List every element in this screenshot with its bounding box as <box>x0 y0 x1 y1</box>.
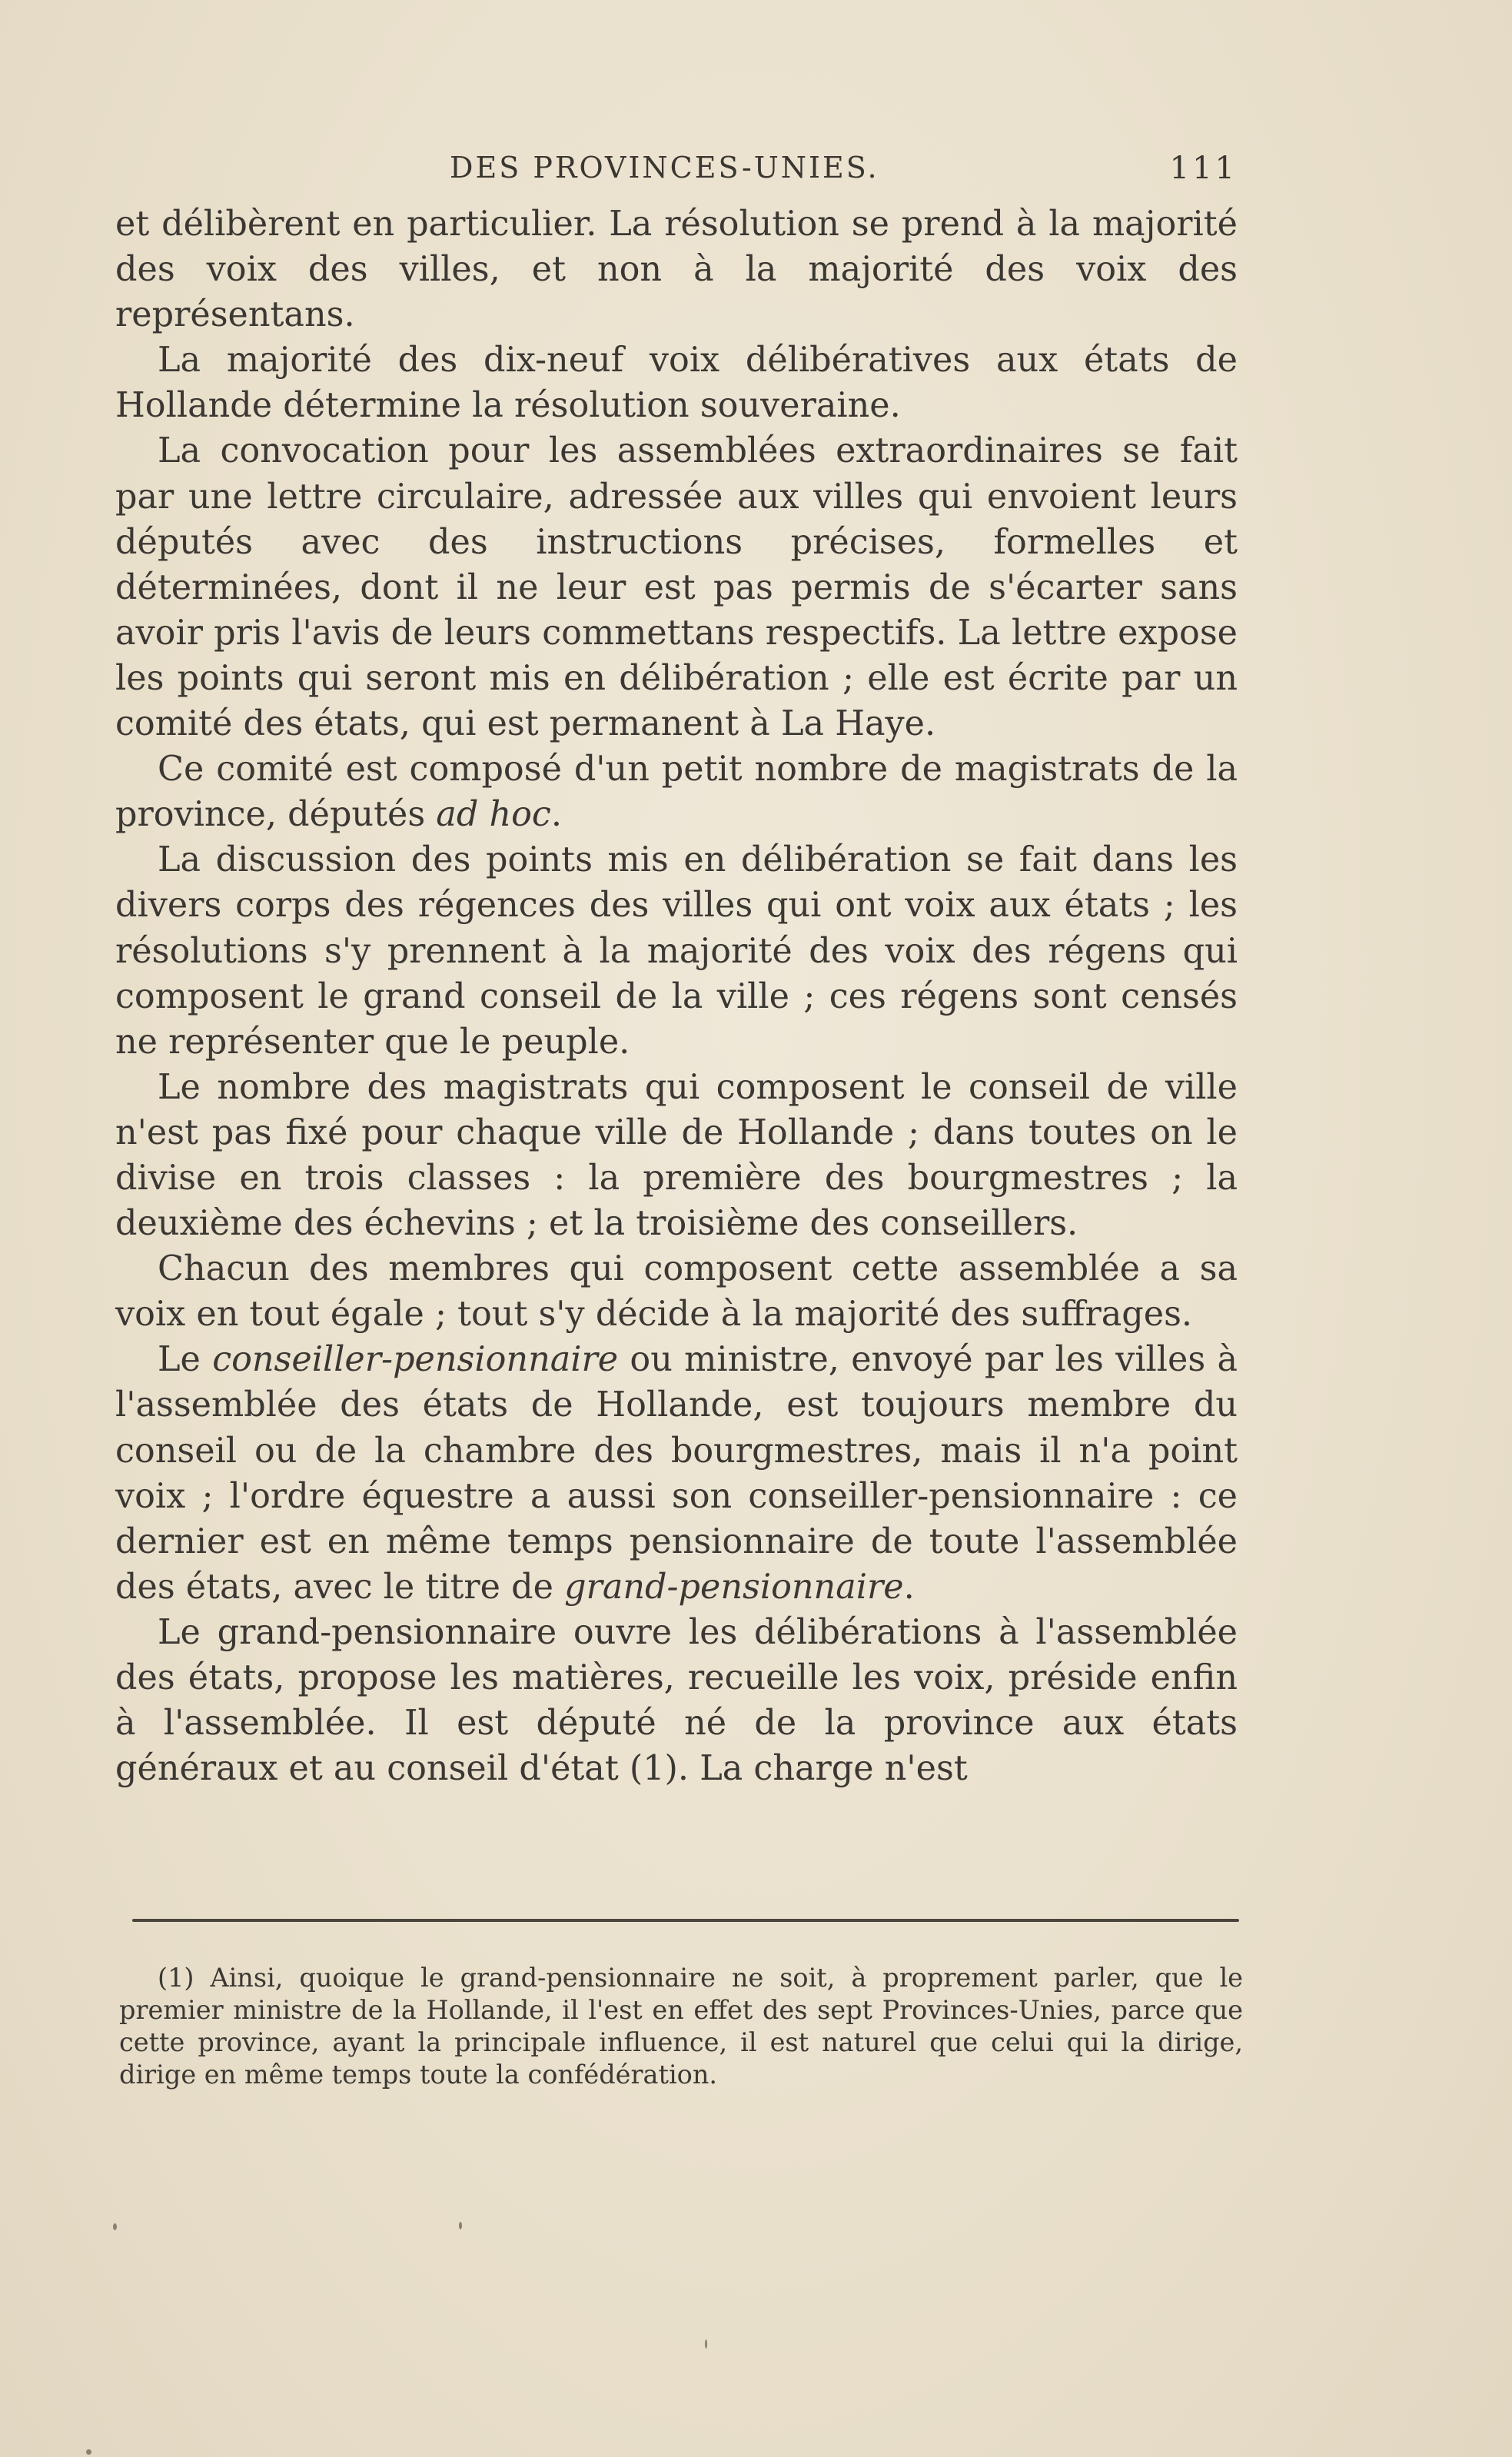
paragraph: Le conseiller-pensionnaire ou ministre, envoyé par les villes à l'assemblée des états de Hollande, est toujours membre du conseil ou de la chambre des bourgmestres, mais il n'a point voix ; l'ordre équestre a aussi son conseiller-pensionnaire : ce dernier est en même temps pensionnaire de toute l'assemblée des états, avec le titre de grand-pensionnaire. <box>115 1340 1238 1607</box>
paragraph: Le nombre des magistrats qui composent le conseil de ville n'est pas fixé pour chaque ville de Hollande ; dans toutes on le divise en trois classes : la première des bourgmestres ; la deuxième des échevins ; et la troisième des conseillers. <box>115 1067 1238 1244</box>
running-head: DES PROVINCES-UNIES. <box>450 151 879 185</box>
paper-speck <box>459 2222 462 2229</box>
paragraph: Chacun des membres qui composent cette assemblée a sa voix en tout égale ; tout s'y décide à la majorité des suffrages. <box>115 1249 1238 1335</box>
paragraph: Le grand-pensionnaire ouvre les délibérations à l'assemblée des états, propose les matières, recueille les voix, préside enfin à l'assemblée. Il est député né de la province aux états généraux et au conseil d'état (1). La charge n'est <box>115 1612 1238 1789</box>
footnote <box>119 1962 1243 2091</box>
body-text <box>115 201 1238 1791</box>
italic-term: conseiller-pensionnaire <box>212 1340 619 1380</box>
paper-speck <box>705 2339 707 2349</box>
paragraph: La discussion des points mis en délibération se fait dans les divers corps des régences des villes qui ont voix aux états ; les résolutions s'y prennent à la majorité des voix des régens qui composent le grand conseil de la ville ; ces régens sont censés ne représenter que le peuple. <box>115 840 1238 1062</box>
paragraph: La majorité des dix-neuf voix délibératives aux états de Hollande détermine la résolution souveraine. <box>115 341 1238 426</box>
footnote-separator-rule <box>132 1919 1239 1922</box>
paragraph: Ce comité est composé d'un petit nombre de magistrats de la province, députés ad hoc. <box>115 750 1238 835</box>
paper-speck <box>86 2449 91 2455</box>
italic-term: ad hoc <box>436 795 551 835</box>
italic-term: grand-pensionnaire <box>564 1567 904 1607</box>
paragraph: et délibèrent en particulier. La résolution se prend à la majorité des voix des villes, et non à la majorité des voix des représentans. <box>115 204 1238 335</box>
page-number: 111 <box>1169 151 1238 186</box>
paragraph: La convocation pour les assemblées extraordinaires se fait par une lettre circulaire, adressée aux villes qui envoient leurs députés avec des instructions précises, formelles et déterminées, dont il ne leur est pas permis de s'écarter sans avoir pris l'avis de leurs commettans respectifs. La lettre expose les points qui seront mis en délibération ; elle est écrite par un comité des états, qui est permanent à La Haye. <box>115 431 1238 744</box>
page-header <box>115 151 1238 197</box>
footnote-text: (1) Ainsi, quoique le grand-pensionnaire ne soit, à proprement parler, que le premier ministre de la Hollande, il l'est en effet des sept Provinces-Unies, parce que cette province, ayant la principale influence, il est naturel que celui qui la dirige, dirige en même temps toute la confédération. <box>119 1963 1243 2090</box>
paper-speck <box>113 2223 117 2230</box>
